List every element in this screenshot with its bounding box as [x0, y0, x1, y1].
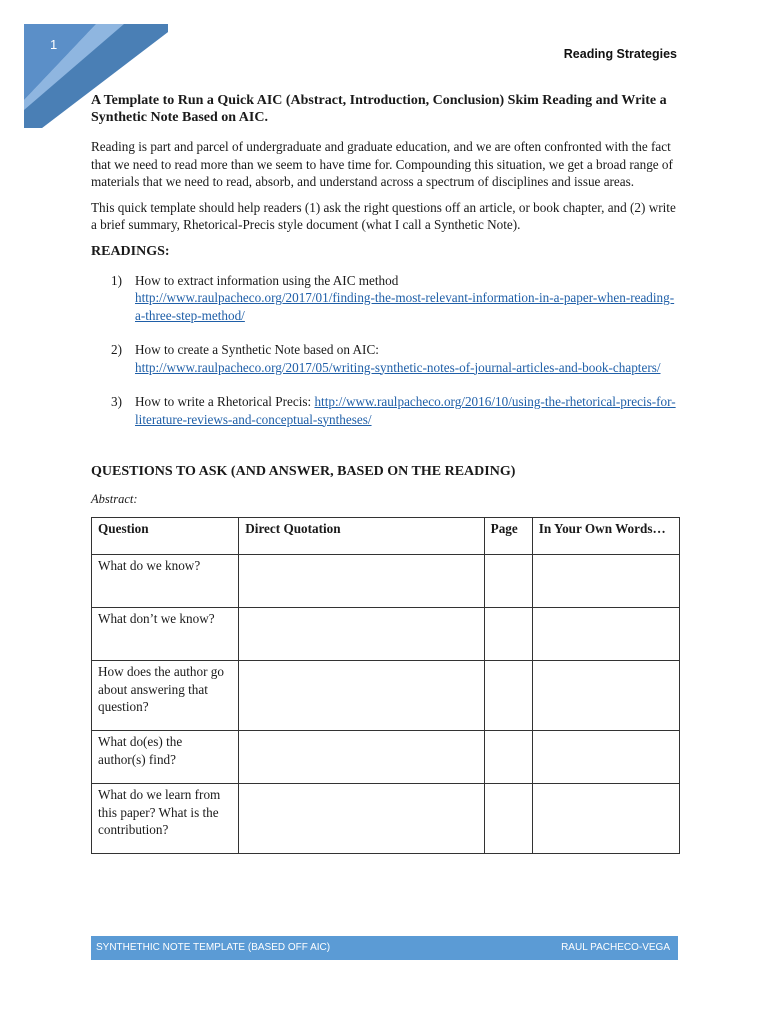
page-cell[interactable]	[484, 608, 532, 661]
questions-heading: QUESTIONS TO ASK (AND ANSWER, BASED ON THE READING)	[91, 464, 516, 479]
table-row	[92, 661, 680, 731]
table-header-row	[92, 518, 680, 555]
column-header: In Your Own Words…	[532, 518, 679, 555]
quotation-cell[interactable]	[239, 661, 484, 731]
reading-link[interactable]: http://www.raulpacheco.org/2017/05/writing-synthetic-notes-of-journal-articles-and-book-chapters/	[135, 359, 661, 375]
reading-link[interactable]: http://www.raulpacheco.org/2016/10/using-the-rhetorical-precis-for-literature-reviews-and-conceptual-syntheses/	[135, 394, 676, 427]
reading-link[interactable]: http://www.raulpacheco.org/2017/01/finding-the-most-relevant-information-in-a-paper-when-reading-a-three-step-method/	[135, 290, 675, 323]
table-row	[92, 784, 680, 854]
document-title: A Template to Run a Quick AIC (Abstract, Introduction, Conclusion) Skim Reading and Write a Synthetic Note Based on AIC.	[91, 93, 667, 125]
reading-item	[91, 393, 679, 428]
questions-table	[91, 517, 680, 854]
question-cell: What don’t we know?	[92, 608, 239, 661]
page-cell[interactable]	[484, 784, 532, 854]
footer-right-text: RAUL PACHECO-VEGA	[561, 942, 670, 953]
reading-text: How to extract information using the AIC method	[135, 272, 399, 288]
purpose-paragraph: This quick template should help readers (1) ask the right questions off an article, or book chapter, and (2) write a brief summary, Rhetorical-Precis style document (what I call a Synthetic Note).	[91, 199, 676, 232]
question-cell: What do we learn from this paper? What is the contribution?	[92, 784, 239, 854]
quotation-cell[interactable]	[239, 784, 484, 854]
table-row	[92, 608, 680, 661]
reading-item	[91, 341, 679, 376]
page-cell[interactable]	[484, 661, 532, 731]
quotation-cell[interactable]	[239, 608, 484, 661]
question-cell: How does the author go about answering that question?	[92, 661, 239, 731]
page-number: 1	[50, 37, 58, 52]
column-header: Direct Quotation	[239, 518, 484, 555]
own-words-cell[interactable]	[532, 608, 679, 661]
quotation-cell[interactable]	[239, 555, 484, 608]
question-cell: What do we know?	[92, 555, 239, 608]
footer-left-text: SYNTHETHIC NOTE TEMPLATE (BASED OFF AIC)	[96, 942, 331, 953]
reading-number: 1)	[111, 272, 122, 288]
own-words-cell[interactable]	[532, 784, 679, 854]
own-words-cell[interactable]	[532, 731, 679, 784]
reading-text: How to create a Synthetic Note based on AIC:	[135, 342, 379, 357]
column-header: Question	[92, 518, 239, 555]
table-row	[92, 555, 680, 608]
reading-number: 2)	[111, 342, 122, 357]
reading-text: How to write a Rhetorical Precis:	[135, 394, 312, 409]
document-body	[91, 92, 679, 854]
page-cell[interactable]	[484, 555, 532, 608]
running-title: Reading Strategies	[563, 47, 677, 61]
reading-number: 3)	[111, 394, 122, 409]
page-cell[interactable]	[484, 731, 532, 784]
intro-paragraph: Reading is part and parcel of undergraduate and graduate education, and we are often confronted with the fact that we need to read more than we seem to have time for. Compounding this situation, we get a broad range of materials that we need to read, absorb, and understand across a spectrum of disciplines and issue areas.	[91, 139, 673, 189]
readings-heading: READINGS:	[91, 243, 170, 259]
column-header: Page	[484, 518, 532, 555]
quotation-cell[interactable]	[239, 731, 484, 784]
question-cell: What do(es) the author(s) find?	[92, 731, 239, 784]
page-footer	[91, 936, 678, 960]
table-row	[92, 731, 680, 784]
section-label: Abstract:	[91, 492, 138, 506]
reading-item	[91, 272, 679, 325]
readings-list	[91, 272, 679, 429]
own-words-cell[interactable]	[532, 661, 679, 731]
own-words-cell[interactable]	[532, 555, 679, 608]
